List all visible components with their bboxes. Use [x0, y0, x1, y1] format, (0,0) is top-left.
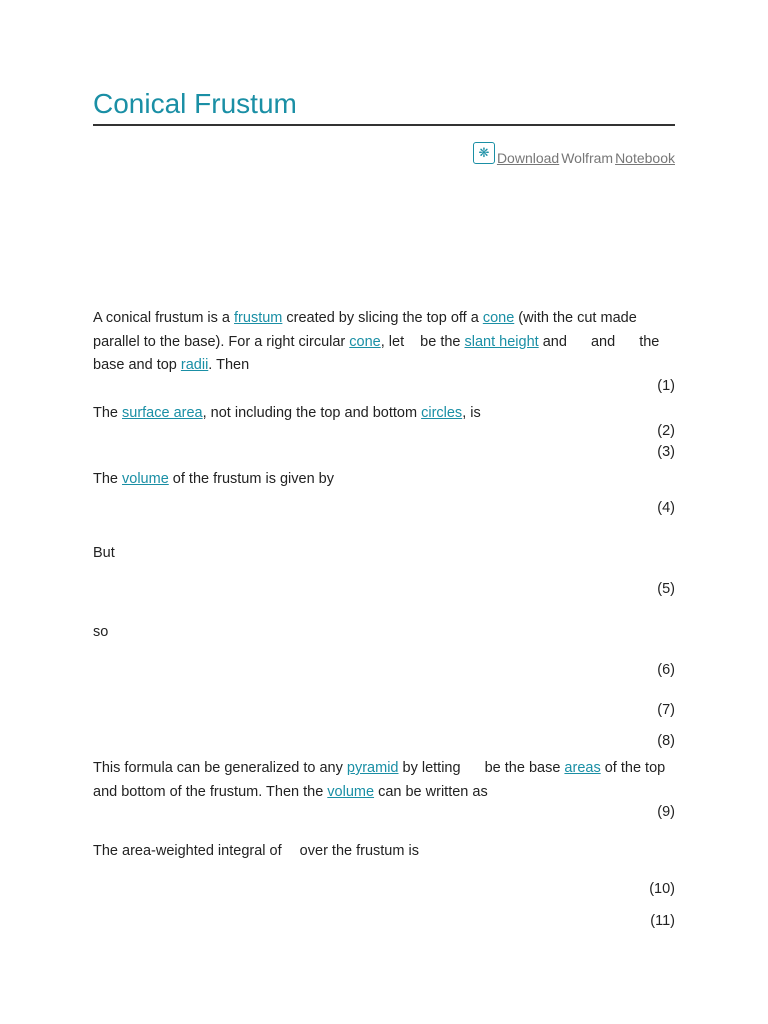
link-areas[interactable]: areas	[564, 760, 601, 776]
equation-number: (2)	[657, 423, 675, 439]
equation-number: (10)	[649, 881, 675, 897]
equation-number: (6)	[657, 662, 675, 678]
link-frustum[interactable]: frustum	[234, 310, 283, 326]
page-title: Conical Frustum	[93, 88, 297, 119]
link-circles[interactable]: circles	[421, 405, 463, 421]
text: over the frustum is	[295, 843, 419, 859]
equation-number: (4)	[657, 500, 675, 516]
but-paragraph: But	[93, 545, 115, 561]
integral-paragraph	[93, 840, 675, 864]
text: This formula can be generalized to any	[93, 760, 347, 776]
text: by letting	[398, 760, 465, 776]
link-volume[interactable]: volume	[122, 471, 169, 487]
text: , let	[380, 333, 409, 350]
text: of the top and bottom of the frustum. Then the	[93, 760, 666, 800]
generalization-paragraph	[93, 757, 675, 804]
title-divider	[93, 124, 675, 126]
text: can be written as	[374, 783, 488, 800]
equation-number: (3)	[657, 444, 675, 460]
link-surface-area[interactable]: surface area	[122, 405, 203, 421]
notebook-link[interactable]: Notebook	[615, 150, 675, 166]
text: and	[586, 333, 620, 350]
download-notebook[interactable]	[473, 142, 675, 166]
text: be the base	[480, 760, 565, 776]
equation-number: (11)	[650, 913, 675, 929]
link-radii[interactable]: radii	[180, 357, 209, 373]
text: A conical frustum is a	[93, 310, 235, 326]
text: The	[93, 405, 123, 421]
intro-paragraph	[93, 307, 675, 378]
notebook-icon[interactable]: ❋	[473, 142, 495, 164]
equation-number: (1)	[657, 378, 675, 394]
link-volume[interactable]: volume	[327, 783, 375, 800]
text: The area-weighted integral of	[93, 843, 286, 859]
equation-number: (5)	[657, 581, 675, 597]
so-paragraph: so	[93, 624, 109, 640]
equation-number: (8)	[657, 733, 675, 749]
text: , not including the top and bottom	[202, 405, 422, 421]
text: the base and top	[93, 333, 660, 373]
equation-number: (9)	[657, 804, 675, 820]
text: . Then	[208, 357, 250, 373]
link-slant-height[interactable]: slant height	[464, 333, 539, 350]
text: , is	[462, 405, 481, 421]
link-pyramid[interactable]: pyramid	[346, 760, 399, 776]
surface-area-paragraph	[93, 402, 675, 426]
link-cone[interactable]: cone	[482, 310, 515, 326]
text: (with the cut made parallel to the base). For a right circular	[93, 310, 637, 350]
text: and	[538, 333, 571, 350]
text: of the frustum is given by	[168, 471, 334, 487]
download-link[interactable]: Download	[496, 150, 560, 166]
wolfram-text: Wolfram	[561, 150, 614, 166]
volume-paragraph	[93, 468, 675, 492]
text: The	[93, 471, 123, 487]
equation-number: (7)	[657, 702, 675, 718]
text: be the	[416, 333, 465, 350]
text: created by slicing the top off a	[282, 310, 483, 326]
link-cone[interactable]: cone	[349, 333, 381, 350]
